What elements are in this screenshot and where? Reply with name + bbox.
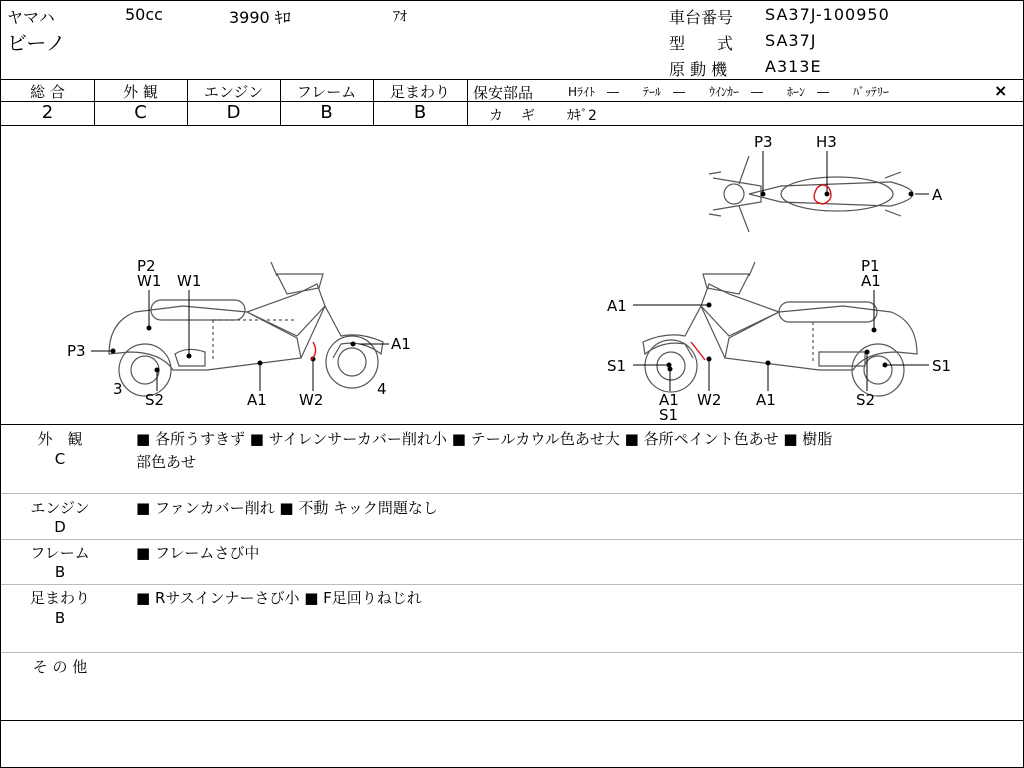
divider: [1, 720, 1023, 721]
remark-exterior-title: 外 観: [37, 430, 83, 448]
body-color: ｱｵ: [393, 9, 407, 25]
divider: [1, 424, 1023, 425]
label-p3: P3: [754, 133, 773, 151]
remark-frame-title: フレーム: [30, 544, 90, 562]
label-a1: A1: [391, 335, 411, 353]
remark-suspension-line: ■ Rサスインナーさび小 ■ F足回りねじれ: [136, 589, 422, 607]
remark-frame-grade: B: [54, 563, 66, 581]
remark-exterior-line: 部色あせ: [136, 453, 197, 471]
label-h3: H3: [816, 133, 837, 151]
battery-mark: ×: [994, 81, 1008, 100]
label-s2: S2: [856, 391, 876, 409]
remark-exterior-grade: C: [54, 450, 66, 468]
safety-parts-label: 保安部品: [473, 84, 534, 102]
label-w2: W2: [299, 391, 324, 409]
label-a1: A1: [607, 297, 627, 315]
label-p3: P3: [67, 342, 86, 360]
engine-value: A313E: [765, 57, 822, 76]
divider: [467, 79, 468, 125]
remark-engine-line: ■ ファンカバー削れ ■ 不動 キック問題なし: [136, 499, 438, 517]
engine-label: 原 動 機: [669, 60, 728, 79]
divider: [467, 101, 1023, 102]
frame-number: SA37J-100950: [765, 5, 890, 24]
mileage: 3990 ｷﾛ: [229, 8, 291, 27]
safety-parts-items: Hﾗｲﾄ ― ﾃｰﾙ ― ｳｲﾝｶｰ ― ﾎｰﾝ ― ﾊﾞｯﾃﾘｰ: [568, 85, 890, 99]
top-view-scooter: [709, 156, 913, 232]
remark-exterior-line: ■ 各所うすきず ■ サイレンサーカバー削れ小 ■ テールカウル色あせ大 ■ 各所ペイント色あせ ■ 樹脂: [136, 430, 833, 448]
divider: [1, 539, 1023, 540]
remark-engine-title: エンジン: [30, 499, 90, 517]
grade-frame-label: フレーム: [296, 83, 357, 101]
remark-engine-grade: D: [54, 518, 66, 536]
frame-number-label: 車台番号: [669, 8, 734, 27]
grade-engine-label: エンジン: [203, 83, 264, 101]
label-w2: W2: [697, 391, 722, 409]
key-value: ｶｷﾞ2: [567, 108, 597, 124]
type-label: 型 式: [669, 34, 734, 53]
maker: ヤマハ: [7, 8, 55, 27]
label-s1: S1: [659, 406, 679, 424]
label-3: 3: [113, 380, 123, 398]
label-a1: A1: [756, 391, 776, 409]
remark-suspension-title: 足まわり: [29, 589, 90, 607]
divider: [1, 493, 1023, 494]
grade-total-value: 2: [41, 102, 54, 123]
grade-exterior-value: C: [134, 102, 147, 123]
label-a: A: [932, 186, 943, 204]
label-p2: P2: [137, 257, 156, 275]
label-s1: S1: [607, 357, 627, 375]
divider: [1, 652, 1023, 653]
grade-suspension-value: B: [413, 102, 427, 123]
label-w1: W1: [177, 272, 202, 290]
grade-engine-value: D: [226, 102, 241, 123]
label-s1: S1: [932, 357, 952, 375]
remark-suspension-grade: B: [54, 609, 66, 627]
label-a1: A1: [861, 272, 881, 290]
key-label: カ ギ: [489, 108, 537, 124]
label-4: 4: [377, 380, 387, 398]
grade-total-label: 総 合: [30, 83, 65, 101]
grade-frame-value: B: [320, 102, 333, 123]
remark-frame-line: ■ フレームさび中: [136, 544, 260, 562]
grade-exterior-label: 外 観: [123, 83, 158, 101]
displacement: 50cc: [125, 5, 163, 24]
model-name: ビーノ: [7, 31, 66, 55]
divider: [1, 584, 1023, 585]
divider: [1, 79, 1023, 80]
type-value: SA37J: [765, 31, 817, 50]
grade-suspension-label: 足まわり: [389, 83, 450, 101]
label-s2: S2: [145, 391, 165, 409]
label-a1: A1: [659, 391, 679, 409]
remark-other-title: そ の 他: [32, 658, 88, 676]
label-a1: A1: [247, 391, 267, 409]
label-p1: P1: [861, 257, 880, 275]
label-w1: W1: [137, 272, 162, 290]
